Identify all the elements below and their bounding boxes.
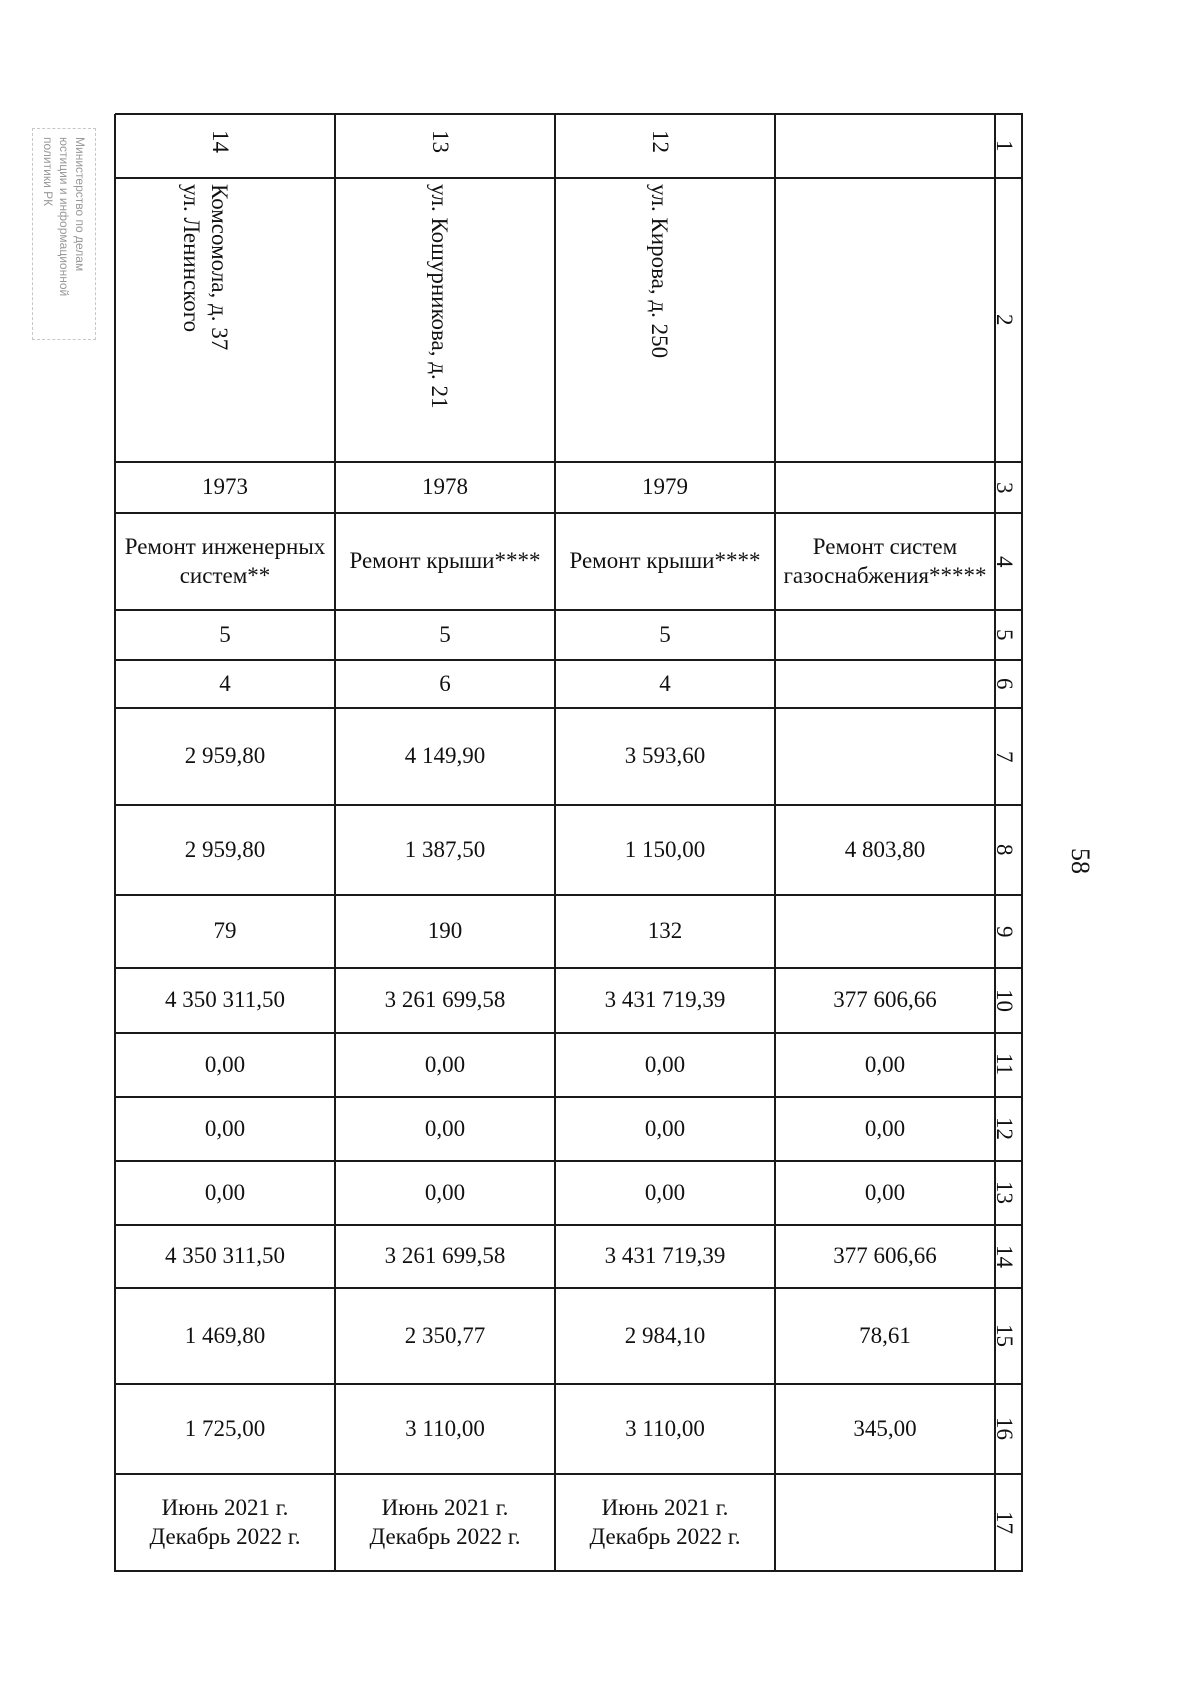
column-number: 4 [992, 555, 1017, 567]
record-work-type [555, 513, 775, 610]
record-value-c7: 2 959,80 [184, 743, 266, 769]
column-number: 14 [992, 1244, 1017, 1268]
record-value-c5: 5 [219, 621, 231, 647]
column-number: 11 [992, 1053, 1017, 1076]
record-value-c16: 345,00 [853, 1415, 917, 1441]
column-number: 10 [992, 988, 1017, 1012]
record-value-c11: 0,00 [864, 1051, 906, 1077]
record-value-c15: 78,61 [859, 1322, 911, 1348]
record-value-c13: 0,00 [204, 1179, 246, 1205]
record-work-type [335, 513, 555, 610]
record-address: ул. Кирова, д. 250 [647, 184, 672, 359]
record-value-c7: 4 149,90 [404, 743, 486, 769]
column-number: 8 [992, 844, 1017, 856]
record-value-c10: 3 261 699,58 [384, 987, 506, 1013]
record-year: 1978 [422, 474, 468, 500]
record-value-c15: 2 350,77 [404, 1322, 486, 1348]
record-value-c8: 1 150,00 [624, 836, 706, 862]
record-value-c11: 0,00 [424, 1051, 466, 1077]
record-number: 12 [648, 130, 673, 153]
column-number: 7 [992, 750, 1017, 762]
column-number: 3 [992, 481, 1017, 493]
record-value-c10: 3 431 719,39 [604, 987, 726, 1013]
record-value-c16: 3 110,00 [625, 1415, 705, 1441]
record-value-c16: 3 110,00 [405, 1415, 485, 1441]
record-address: ул. Ленинского [179, 184, 204, 333]
record-number: 13 [428, 130, 453, 153]
table-vertical-rule [1021, 114, 1023, 1572]
record-value-c5: 5 [439, 621, 451, 647]
record-value-c10: 377 606,66 [833, 987, 937, 1013]
record-value-c11: 0,00 [204, 1051, 246, 1077]
column-number: 2 [992, 314, 1017, 326]
record-value-c17-line: Декабрь 2022 г. [369, 1523, 521, 1549]
record-work-type [115, 513, 335, 610]
stamp-line: политики РК [41, 137, 55, 207]
record-number: 14 [208, 130, 233, 153]
table-horizontal-rule [115, 113, 1023, 115]
record-value-c9 [775, 895, 995, 968]
record-year: 1973 [202, 474, 248, 500]
record-value-c6: 4 [659, 670, 671, 696]
record-value-c9: 79 [213, 918, 237, 944]
record-value-c12: 0,00 [864, 1115, 906, 1141]
column-number: 12 [992, 1117, 1017, 1140]
table-horizontal-rule [115, 177, 1023, 179]
record-value-c17 [775, 1474, 995, 1571]
record-value-c17 [115, 1474, 335, 1571]
page-number: 58 [1066, 848, 1095, 874]
record-work-type-line: Ремонт крыши**** [349, 548, 541, 574]
record-value-c17-line: Июнь 2021 г. [601, 1494, 729, 1520]
record-value-c16: 1 725,00 [184, 1415, 266, 1441]
record-value-c9: 132 [647, 918, 683, 944]
record-value-c17-line: Июнь 2021 г. [161, 1494, 289, 1520]
record-work-type-line: Ремонт систем [812, 533, 958, 559]
record-value-c13: 0,00 [864, 1179, 906, 1205]
record-value-c8: 1 387,50 [404, 836, 486, 862]
record-year: 1979 [642, 474, 688, 500]
record-value-c12: 0,00 [424, 1115, 466, 1141]
record-value-c17-line: Декабрь 2022 г. [589, 1523, 741, 1549]
record-value-c5 [775, 610, 995, 660]
record-value-c7 [775, 708, 995, 805]
record-value-c14: 3 261 699,58 [384, 1243, 506, 1269]
record-value-c5: 5 [659, 621, 671, 647]
record-work-type-line: Ремонт инженерных [124, 533, 326, 559]
record-value-c12: 0,00 [644, 1115, 686, 1141]
record-work-type [775, 513, 995, 610]
column-number: 15 [992, 1324, 1017, 1347]
column-number: 17 [992, 1510, 1017, 1534]
record-value-c13: 0,00 [424, 1179, 466, 1205]
record-value-c10: 4 350 311,50 [165, 987, 285, 1013]
record-value-c6: 6 [439, 670, 451, 696]
record-value-c14: 4 350 311,50 [165, 1243, 285, 1269]
record-value-c17-line: Июнь 2021 г. [381, 1494, 509, 1520]
record-value-c12: 0,00 [204, 1115, 246, 1141]
record-value-c15: 2 984,10 [624, 1322, 706, 1348]
stamp-line: Министерство по делам [73, 137, 87, 272]
record-value-c13: 0,00 [644, 1179, 686, 1205]
record-value-c6: 4 [219, 670, 231, 696]
record-work-type-line: газоснабжения***** [783, 562, 987, 588]
column-number: 13 [992, 1181, 1017, 1204]
column-number: 5 [992, 629, 1017, 641]
column-number: 16 [992, 1417, 1017, 1440]
record-value-c17 [335, 1474, 555, 1571]
record-value-c17-line: Декабрь 2022 г. [149, 1523, 301, 1549]
record-address: ул. Кошурникова, д. 21 [427, 184, 452, 409]
record-value-c9: 190 [427, 918, 463, 944]
column-number: 6 [992, 678, 1017, 690]
column-number: 1 [992, 140, 1017, 152]
stamp-line: юстиции и информационной [57, 137, 71, 297]
record-year [775, 462, 995, 513]
record-value-c6 [775, 660, 995, 708]
record-value-c11: 0,00 [644, 1051, 686, 1077]
record-value-c15: 1 469,80 [184, 1322, 266, 1348]
record-address: Комсомола, д. 37 [207, 184, 232, 351]
record-value-c14: 3 431 719,39 [604, 1243, 726, 1269]
record-value-c8: 4 803,80 [844, 836, 926, 862]
record-value-c17 [555, 1474, 775, 1571]
record-work-type-line: Ремонт крыши**** [569, 548, 761, 574]
column-number: 9 [992, 925, 1017, 937]
registration-stamp [32, 128, 96, 340]
record-value-c8: 2 959,80 [184, 836, 266, 862]
record-work-type-line: систем** [179, 562, 271, 588]
record-value-c14: 377 606,66 [833, 1243, 937, 1269]
record-value-c7: 3 593,60 [624, 743, 706, 769]
